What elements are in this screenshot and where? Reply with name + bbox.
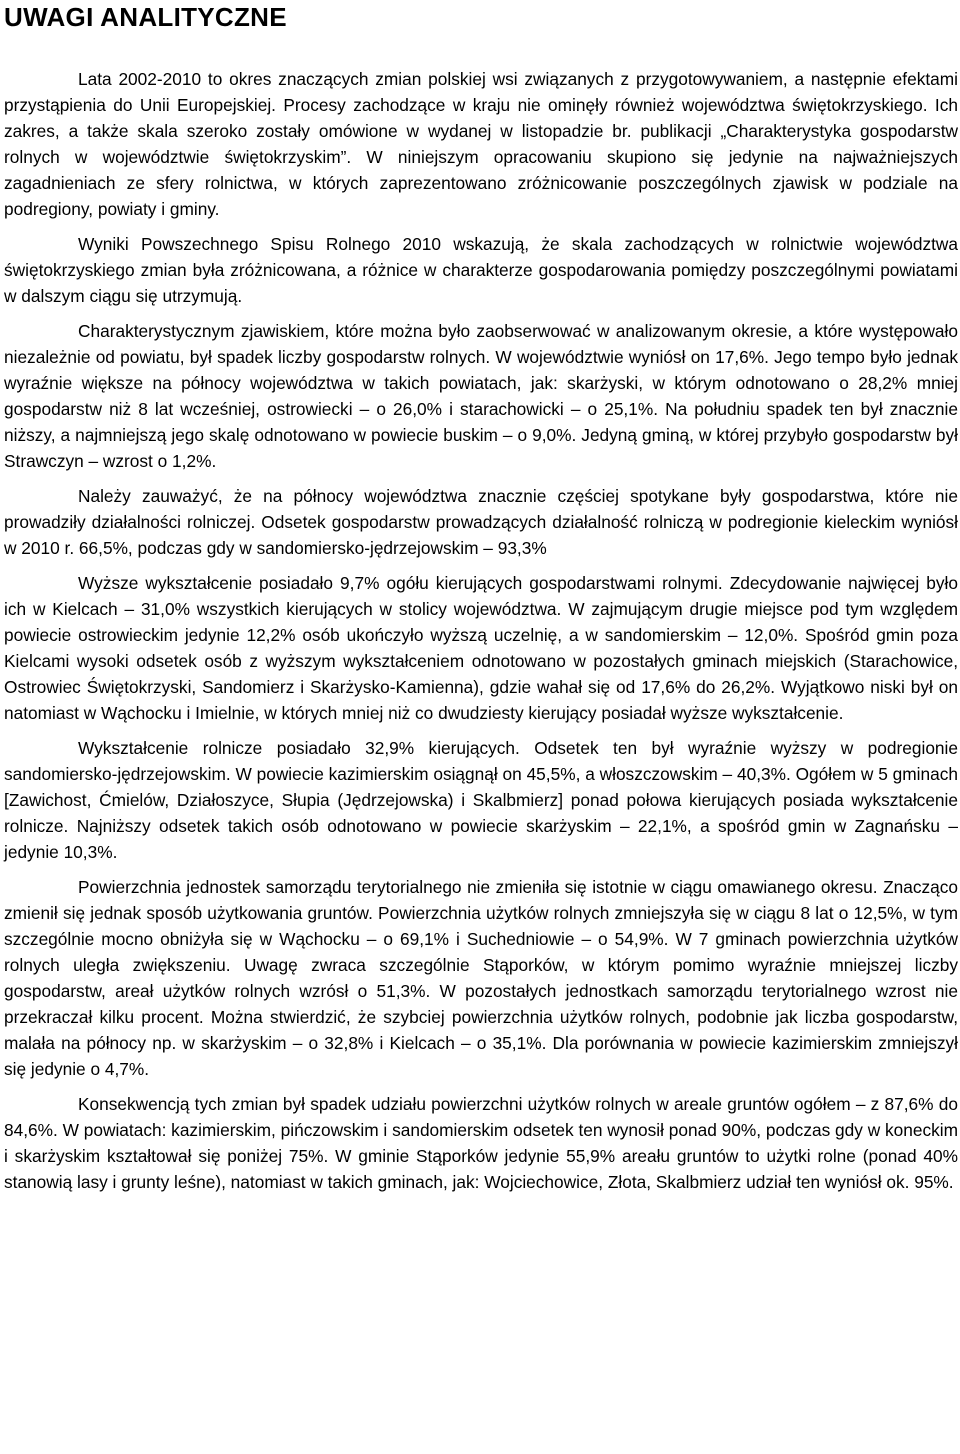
page-title: UWAGI ANALITYCZNE [4, 2, 287, 32]
paragraph-agricultural-education: Wykształcenie rolnicze posiadało 32,9% kierujących. Odsetek ten był wyraźnie wyższy w podregionie sandomiersko-jędrzejowskim. W powiecie kazimierskim osiągnął on 45,5%, a włoszczowskim – 40,3%. Ogółem w 5 gminach [Zawichost, Ćmielów, Działoszyce, Słupia (Jędrzejowska) i Skalbmierz] ponad połowa kierujących posiada wykształcenie rolnicze. Najniższy odsetek takich osób odnotowano w powiecie skarżyskim – 22,1%, a spośród gmin w Zagnańsku – jedynie 10,3%. [4, 738, 958, 862]
paragraph-land-share: Konsekwencją tych zmian był spadek udziału powierzchni użytków rolnych w areale gruntów ogółem – z 87,6% do 84,6%. W powiatach: kazimierskim, pińczowskim i sandomierskim odsetek ten wynosił ponad 90%, podczas gdy w koneckim i skarżyskim kształtował się poniżej 75%. W gminie Stąporków jedynie 55,9% areału gruntów to użytki rolne (ponad 40% stanowią lasy i grunty leśne), natomiast w takich gminach, jak: Wojciechowice, Złota, Skalbmierz udział ten wyniósł ok. 95%. [4, 1094, 958, 1192]
paragraph-census-results: Wyniki Powszechnego Spisu Rolnego 2010 wskazują, że skala zachodzących w rolnictwie województwa świętokrzyskiego zmian była zróżnicowana, a różnice w charakterze gospodarowania pomiędzy poszczególnymi powiatami w dalszym ciągu się utrzymują. [4, 234, 958, 306]
paragraph-farm-decline: Charakterystycznym zjawiskiem, które można było zaobserwować w analizowanym okresie, a które występowało niezależnie od powiatu, był spadek liczby gospodarstw rolnych. W województwie wyniósł on 17,6%. Jego tempo było jednak wyraźnie większe na północy województwa w takich powiatach, jak: skarżyski, w którym odnotowano o 28,2% mniej gospodarstw niż 8 lat wcześniej, ostrowiecki – o 26,0% i starachowicki – o 25,1%. Na południu spadek ten był znacznie niższy, a najmniejszą jego skalę odnotowano w powiecie buskim – o 9,0%. Jedyną gminą, w której przybyło gospodarstw był Strawczyn – wzrost o 1,2%. [4, 321, 958, 471]
paragraph-agricultural-activity: Należy zauważyć, że na północy województwa znacznie częściej spotykane były gospodarstwa, które nie prowadziły działalności rolniczej. Odsetek gospodarstw prowadzących działalność rolniczą w podregionie kieleckim wyniósł w 2010 r. 66,5%, podczas gdy w sandomiersko-jędrzejowskim – 93,3% [4, 486, 958, 558]
paragraph-intro: Lata 2002-2010 to okres znaczących zmian polskiej wsi związanych z przygotowywaniem, a następnie efektami przystąpienia do Unii Europejskiej. Procesy zachodzące w kraju nie ominęły również województwa świętokrzyskiego. Ich zakres, a także skala szeroko zostały omówione w wydanej w listopadzie br. publikacji „Charakterystyka gospodarstw rolnych w województwie świętokrzyskim”. W niniejszym opracowaniu skupiono się jedynie na najważniejszych zagadnieniach ze sfery rolnictwa, w których zaprezentowano zróżnicowanie poszczególnych zjawisk w podziale na podregiony, powiaty i gminy. [4, 69, 958, 219]
paragraph-land-use: Powierzchnia jednostek samorządu terytorialnego nie zmieniła się istotnie w ciągu omawianego okresu. Znacząco zmienił się jednak sposób użytkowania gruntów. Powierzchnia użytków rolnych zmniejszyła się w ciągu 8 lat o 12,5%, w tym szczególnie mocno obniżyła się w Wąchocku – o 69,1% i Suchedniowie – o 54,9%. W 7 gminach powierzchnia użytków rolnych uległa zwiększeniu. Uwagę zwraca szczególnie Stąporków, w którym pomimo wyraźnie mniejszej liczby gospodarstw, areał użytków rolnych wzrósł o 51,3%. W pozostałych jednostkach samorządu terytorialnego wzrost nie przekraczał kilku procent. Można stwierdzić, że szybciej powierzchnia użytków rolnych, podobnie jak liczba gospodarstw, malała na północy np. w skarżyskim – o 32,8% i Kielcach – o 35,1%. Dla porównania w powiecie kazimierskim zmniejszył się jedynie o 4,7%. [4, 877, 958, 1079]
paragraph-higher-education: Wyższe wykształcenie posiadało 9,7% ogółu kierujących gospodarstwami rolnymi. Zdecydowanie najwięcej było ich w Kielcach – 31,0% wszystkich kierujących w stolicy województwa. W zajmującym drugie miejsce pod tym względem powiecie ostrowieckim jedynie 12,2% osób ukończyło wyższą uczelnię, a w sandomierskim – 12,0%. Spośród gmin poza Kielcami wysoki odsetek osób z wyższym wykształceniem odnotowano w pozostałych gminach miejskich (Starachowice, Ostrowiec Świętokrzyski, Sandomierz i Skarżysko-Kamienna), gdzie wahał się od 17,6% do 26,2%. Wyjątkowo niski był on natomiast w Wąchocku i Imielnie, w których mniej niż co dwudziesty kierujący posiadał wyższe wykształcenie. [4, 573, 958, 723]
